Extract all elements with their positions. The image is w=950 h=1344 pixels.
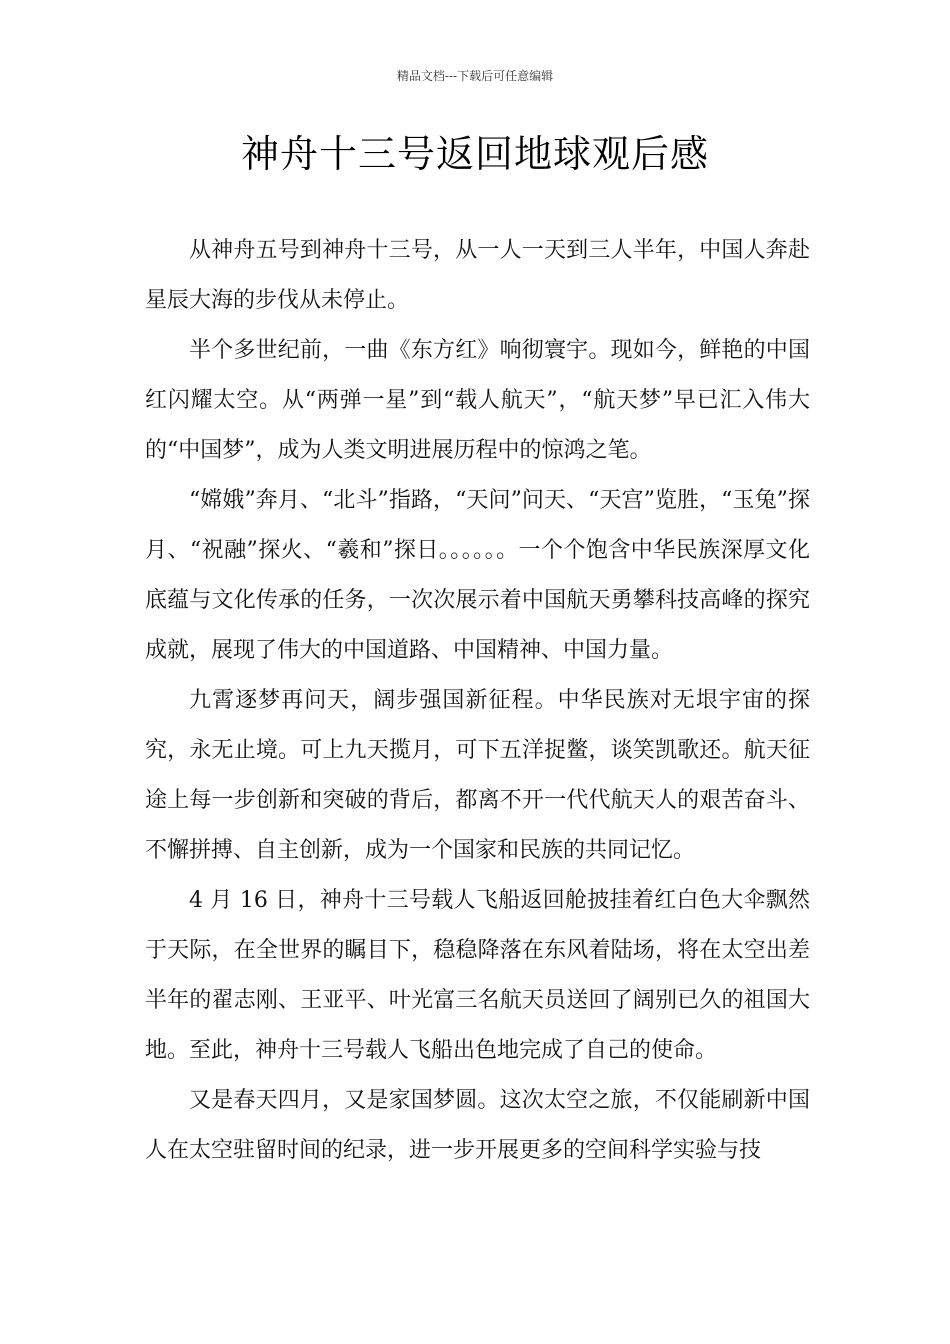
document-title: 神舟十三号返回地球观后感 bbox=[240, 132, 709, 176]
paragraph: 4 月 16 日，神舟十三号载人飞船返回舱披挂着红白色大伞飘然于天际，在全世界的瞩目下，稳稳降落在东风着陆场，将在太空出差半年的翟志刚、王亚平、叶光富三名航天员送回了阔别已久的祖国大地。至此，神舟十三号载人飞船出色地完成了自己的使命。 bbox=[145, 888, 810, 1063]
paragraph: 又是春天四月，又是家国梦圆。这次太空之旅，不仅能刷新中国人在太空驻留时间的纪录，进一步开展更多的空间科学实验与技 bbox=[145, 1088, 810, 1163]
paragraph: “嫦娥”奔月、“北斗”指路，“天问”问天、“天宫”览胜，“玉兔”探月、“祝融”探火、“羲和”探日。。。。。。一个个饱含中华民族深厚文化底蕴与文化传承的任务，一次次展示着中国航天勇攀科技高峰的探究成就，展现了伟大的中国道路、中国精神、中国力量。 bbox=[145, 488, 810, 663]
paragraph: 半个多世纪前，一曲《东方红》响彻寰宇。现如今，鲜艳的中国红闪耀太空。从“两弹一星”到“载人航天”，“航天梦”早已汇入伟大的“中国梦”，成为人类文明进展历程中的惊鸿之笔。 bbox=[145, 338, 811, 463]
paragraph: 九霄逐梦再问天，阔步强国新征程。中华民族对无垠宇宙的探究，永无止境。可上九天揽月，可下五洋捉鳖，谈笑凯歌还。航天征途上每一步创新和突破的背后，都离不开一代代航天人的艰苦奋斗、不懈拼搏、自主创新，成为一个国家和民族的共同记忆。 bbox=[145, 688, 810, 863]
paragraph: 从神舟五号到神舟十三号，从一人一天到三人半年，中国人奔赴星辰大海的步伐从未停止。 bbox=[145, 238, 810, 313]
document-body bbox=[145, 226, 810, 1176]
header-note: 精品文档---下载后可任意编辑 bbox=[396, 69, 554, 83]
